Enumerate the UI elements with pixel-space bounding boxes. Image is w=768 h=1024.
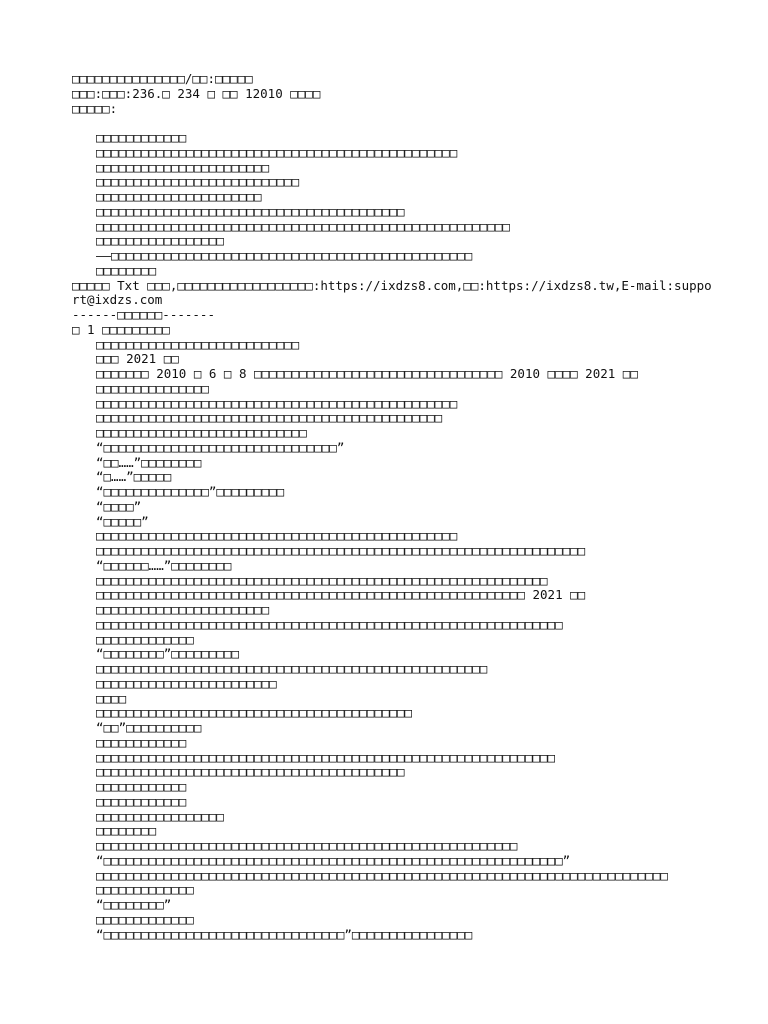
- body-paragraph: □□□□□□□□□□□□□□□□□□□□□□□□□□□□□□□□□□□□□□□□□□□□□□□□□□□□□□□□□□□□□□: [96, 616, 563, 632]
- body-paragraph: □□□□□□□□□□□□: [96, 793, 187, 809]
- intro-line: □□□□□□□□: [96, 262, 157, 278]
- body-paragraph: □□□□□□□□□□□□□□□□□□□□□□□□□□□□: [96, 425, 307, 440]
- intro-line: □□□□□□□□□□□□□□□□□□□□□□□□□□□: [96, 174, 300, 190]
- intro-line: □□□□□□□□□□□□□□□□□□□□□□□□□□□□□□□□□□□□□□□□□□□□□□□□: [96, 144, 458, 160]
- header-info-line: □□□:□□□:236.□ 234 □ □□ 12010 □□□□: [72, 85, 321, 101]
- body-paragraph: “□□□□□□□□”□□□□□□□□□: [96, 646, 239, 662]
- body-paragraph: “□□□□”: [96, 498, 142, 514]
- body-paragraph: “□□□□□□□□□□□□□□□□□□□□□□□□□□□□□□□”: [96, 439, 345, 455]
- body-paragraph: □□□□□□□□: [96, 823, 157, 839]
- body-paragraph: □□□□□□□□□□□□□□□□□□□□□□□□□□□□□□□□□□□□□□□□□□□□□□□□: [96, 395, 458, 411]
- body-paragraph: “□□□□□□□□”: [96, 897, 172, 912]
- body-paragraph: □□□□□□□□□□□□□: [96, 631, 194, 647]
- intro-line: □□□□□□□□□□□□: [96, 130, 187, 145]
- body-paragraph: □□□□□□□□□□□□□□□□□□□□□□□□□□□□□□□□□□□□□□□□□□□□□□□□□□□□: [96, 661, 488, 676]
- body-paragraph: □□□□□□□□□□□□□: [96, 882, 194, 898]
- body-paragraph: □□□□□□□□□□□□: [96, 779, 187, 794]
- body-paragraph: □□□□□□□□□□□□□□□: [96, 380, 209, 396]
- body-paragraph: “□……”□□□□□: [96, 469, 172, 485]
- body-paragraph: □□□□□□□□□□□□□□□□□□□□□□□□□□□□□□□□□□□□□□□□□□□□□□: [96, 410, 443, 426]
- document-page: [72, 72, 712, 942]
- body-paragraph: “□□□□□□□□□□□□□□□□□□□□□□□□□□□□□□□□□□□□□□□□□□□□□□□□□□□□□□□□□□□□□”: [96, 852, 571, 868]
- chapter-body: [72, 338, 712, 943]
- intro-section: [72, 131, 712, 279]
- body-paragraph: □□□□□□□□□□□□□□□□□□□□□□□□: [96, 675, 277, 691]
- body-paragraph: “□□□□□□□□□□□□□□”□□□□□□□□□: [96, 484, 285, 499]
- body-paragraph: □□□□□□□□□□□□□□□□□□□□□□□□□□□□□□□□□□□□□□□□□□□□□□□□□□□□□□□□□ 2021 □□: [96, 587, 586, 603]
- intro-line: □□□□□□□□□□□□□□□□□: [96, 233, 224, 249]
- body-paragraph: □□□□□□□□□□□□: [96, 734, 187, 750]
- body-paragraph: □□□□□□□□□□□□□□□□□□□□□□□□□□□: [96, 336, 300, 352]
- intro-line: ——□□□□□□□□□□□□□□□□□□□□□□□□□□□□□□□□□□□□□□□□□□□□□□□□: [96, 248, 473, 263]
- body-paragraph: “□□□□□□……”□□□□□□□□: [96, 557, 232, 573]
- body-paragraph: □□□□□□□ 2010 □ 6 □ 8 □□□□□□□□□□□□□□□□□□□□□□□□□□□□□□□□□ 2010 □□□□ 2021 □□: [96, 366, 638, 381]
- intro-line: □□□□□□□□□□□□□□□□□□□□□□□: [96, 159, 270, 175]
- intro-line: □□□□□□□□□□□□□□□□□□□□□□□□□□□□□□□□□□□□□□□□□□□□□□□□□□□□□□□: [96, 218, 510, 234]
- intro-line: □□□□□□□□□□□□□□□□□□□□□□: [96, 189, 262, 204]
- source-note: □□□□□ Txt □□□,□□□□□□□□□□□□□□□□□□:https://ixdzs8.com,□□:https://ixdzs8.tw,E-mail:support@ixdzs.com: [72, 277, 712, 308]
- body-paragraph: □□□□□□□□□□□□□□□□□□□□□□□□□□□□□□□□□□□□□□□□□□□□□□□□□□□□□□□□□□□□□□□□□: [96, 543, 586, 558]
- body-paragraph: □□□□□□□□□□□□□□□□□: [96, 808, 224, 824]
- body-paragraph: “□□”□□□□□□□□□□: [96, 720, 202, 735]
- body-paragraph: □□□□□□□□□□□□□□□□□□□□□□□□□□□□□□□□□□□□□□□□□□□□□□□□□□□□□□□□□□□□□: [96, 749, 556, 765]
- body-paragraph: □□□□□□□□□□□□□□□□□□□□□□□□□□□□□□□□□□□□□□□□□□□□□□□□□□□□□□□□□□□□: [96, 572, 548, 588]
- body-paragraph: “□□□□□□□□□□□□□□□□□□□□□□□□□□□□□□□□”□□□□□□□□□□□□□□□□: [96, 926, 473, 942]
- chapter-title: □ 1 □□□□□□□□□: [72, 321, 170, 337]
- body-paragraph: □□□□□□□□□□□□□□□□□□□□□□□□□□□□□□□□□□□□□□□□□□□□□□□□□□□□□□□□□□□□□□□□□□□□□□□□□□□□: [96, 867, 668, 883]
- body-paragraph: □□□□□□□□□□□□□□□□□□□□□□□□□□□□□□□□□□□□□□□□□: [96, 764, 405, 780]
- header-intro-label: □□□□□:: [72, 100, 118, 116]
- body-paragraph: □□□□□□□□□□□□□□□□□□□□□□□□□□□□□□□□□□□□□□□□□□□□□□□□: [96, 528, 458, 544]
- body-paragraph: “□□……”□□□□□□□□: [96, 454, 202, 470]
- body-paragraph: □□□ 2021 □□: [96, 351, 179, 367]
- blank-line: [72, 116, 712, 131]
- body-paragraph: □□□□□□□□□□□□□□□□□□□□□□□□□□□□□□□□□□□□□□□□□□□□□□□□□□□□□□□□: [96, 838, 518, 853]
- body-paragraph: □□□□□□□□□□□□□□□□□□□□□□□□□□□□□□□□□□□□□□□□□□: [96, 705, 413, 721]
- body-paragraph: □□□□□□□□□□□□□□□□□□□□□□□: [96, 602, 270, 617]
- body-paragraph: □□□□: [96, 690, 127, 706]
- section-divider: ------□□□□□□-------: [72, 307, 215, 322]
- body-paragraph: “□□□□□”: [96, 513, 149, 529]
- header-title-line: □□□□□□□□□□□□□□□/□□:□□□□□: [72, 71, 253, 86]
- body-paragraph: □□□□□□□□□□□□□: [96, 911, 194, 927]
- intro-line: □□□□□□□□□□□□□□□□□□□□□□□□□□□□□□□□□□□□□□□□□: [96, 203, 405, 219]
